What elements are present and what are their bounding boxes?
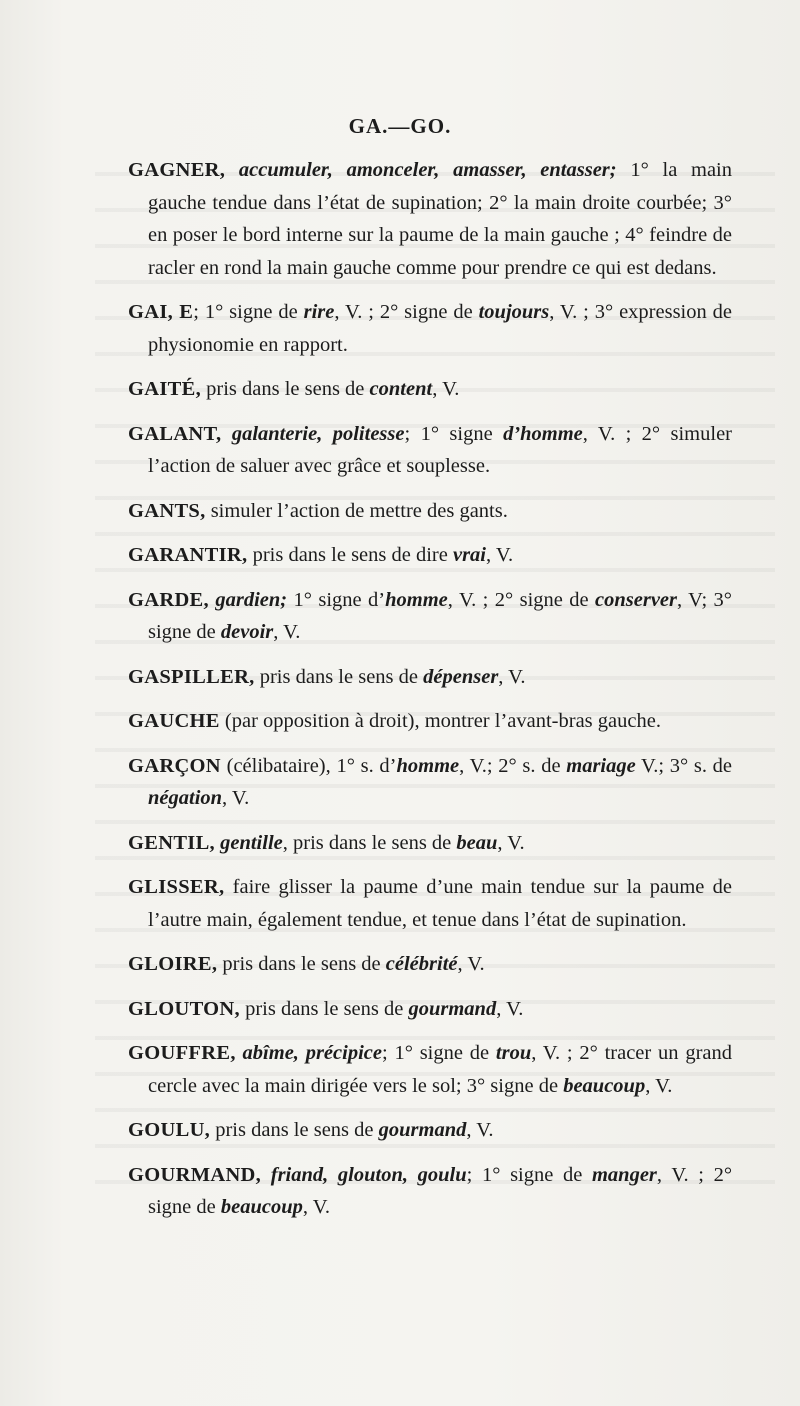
entry-synonyms: accumuler, amonceler, amasser, entasser; <box>238 159 617 181</box>
entry-definition-text: , V. <box>457 953 485 975</box>
entry-headword: GLOUTON, <box>128 997 240 1020</box>
entry-definition-text: ; 1° signe <box>404 422 504 445</box>
dictionary-entry <box>128 296 732 361</box>
dictionary-entry <box>128 1037 732 1102</box>
entry-headword: GLOIRE, <box>128 953 218 975</box>
entry-definition-text: (célibataire), 1° s. d’ <box>220 754 397 777</box>
entry-definition-text: , V. <box>466 1119 494 1141</box>
dictionary-entry <box>128 1114 732 1147</box>
entry-definition-text: , V. ; 3° expression de physionomie en rapport. <box>148 301 732 356</box>
entry-definition-text: (par opposition à droit), montrer l’avant-bras gauche. <box>219 710 661 732</box>
entry-definition-text: , V. <box>497 831 525 854</box>
entry-definition-text: , V. ; 2° signe de <box>148 1163 733 1218</box>
entry-cross-reference: beaucoup <box>220 1196 303 1218</box>
entry-headword: GASPILLER, <box>128 665 255 688</box>
entry-definition-text: , V. <box>302 1196 331 1218</box>
entry-cross-reference: célébrité <box>385 953 458 975</box>
dictionary-entry <box>128 1159 732 1224</box>
entry-headword: GARÇON <box>128 754 221 777</box>
dictionary-entry <box>128 373 732 406</box>
dictionary-entry <box>128 948 732 981</box>
entry-cross-reference: homme <box>385 588 448 611</box>
entry-definition-text: , V. <box>486 544 514 566</box>
entry-definition-text <box>225 159 239 181</box>
entry-cross-reference: homme <box>396 754 460 777</box>
entry-definition-text: faire glisser la paume d’une main tendue sur la paume de l’autre main, également tendue, et tenue dans l’état de supination. <box>148 876 732 931</box>
entry-headword: GALANT, <box>128 422 222 445</box>
entry-definition-text <box>221 423 231 445</box>
entry-cross-reference: gourmand <box>408 997 497 1020</box>
entry-definition-text: , V. ; 2° simuler l’action de saluer avec grâce et souplesse. <box>148 422 732 477</box>
entry-definition-text: ; 1° signe de <box>193 301 304 323</box>
dictionary-entry <box>128 584 732 649</box>
dictionary-entry <box>128 871 732 936</box>
entry-cross-reference: conserver <box>595 588 678 611</box>
entry-definition-text: , V. ; 2° tracer un grand cercle avec la main dirigée vers le sol; 3° signe de <box>148 1042 732 1097</box>
entry-cross-reference: toujours <box>478 301 550 323</box>
dictionary-entry <box>128 495 732 528</box>
entry-headword: GLISSER, <box>128 876 225 898</box>
entry-headword: GARANTIR, <box>128 544 248 566</box>
entry-definition-text: ; 1° signe de <box>466 1163 592 1186</box>
entry-synonyms: galanterie, politesse <box>231 422 405 445</box>
dictionary-entry <box>128 827 732 860</box>
entry-definition-text: pris dans le sens de dire <box>247 544 453 566</box>
entry-headword: GAITÉ, <box>128 378 201 400</box>
entry-headword: GARDE, <box>128 588 209 611</box>
entry-headword: GAI, E <box>128 301 194 323</box>
entry-headword: GOURMAND, <box>128 1163 262 1186</box>
entry-definition-text: pris dans le sens de <box>217 953 386 975</box>
entry-synonyms: friand, glouton, goulu <box>270 1163 467 1186</box>
entry-definition-text: , V. <box>222 787 250 809</box>
entry-definition-text: simuler l’action de mettre des gants. <box>205 499 508 522</box>
entry-headword: GAGNER, <box>128 159 226 181</box>
dictionary-entry <box>128 154 732 284</box>
entry-definition-text: pris dans le sens de <box>254 665 424 688</box>
entry-cross-reference: négation <box>148 787 223 809</box>
entry-definition-text: ; 1° signe de <box>381 1042 496 1064</box>
entry-definition-text: pris dans le sens de <box>201 378 370 400</box>
entry-cross-reference: content <box>369 378 433 400</box>
entry-headword: GOULU, <box>128 1119 211 1141</box>
entry-definition-text: , V. ; 2° signe de <box>447 588 596 611</box>
entry-synonyms: gentille <box>220 831 283 854</box>
entry-synonyms: abîme, précipice <box>242 1042 382 1064</box>
entry-definition-text <box>261 1164 271 1186</box>
entry-synonyms: gardien; <box>215 588 288 611</box>
entry-headword: GAUCHE <box>128 710 220 732</box>
dictionary-entry <box>128 539 732 572</box>
entry-definition-text: , V. <box>498 665 526 688</box>
dictionary-entry <box>128 993 732 1026</box>
entry-definition-text: V.; 3° s. de <box>635 754 733 777</box>
entry-headword: GENTIL, <box>128 831 215 854</box>
dictionary-entry <box>128 418 732 483</box>
entry-cross-reference: trou <box>495 1042 532 1064</box>
dictionary-entry <box>128 661 732 694</box>
entry-cross-reference: mariage <box>566 754 636 777</box>
entry-definition-text: 1° signe d’ <box>287 588 386 611</box>
entry-headword: GOUFFRE, <box>128 1042 236 1064</box>
entry-definition-text: , pris dans le sens de <box>282 831 457 854</box>
entry-cross-reference: dépenser <box>423 665 499 688</box>
entry-definition-text: , V. <box>432 378 460 400</box>
entry-definition-text: , V. <box>645 1074 673 1097</box>
entry-definition-text: pris dans le sens de <box>239 997 409 1020</box>
entry-definition-text: 1° la main gauche tendue dans l’état de supination; 2° la main droite courbée; 3° en poser le bord interne sur la paume de la main gauche ; 4° feindre de racler en rond la main gauche comme pour prendre ce qui est dedans. <box>148 159 733 279</box>
running-header: GA.—GO. <box>348 114 452 138</box>
entry-cross-reference: beau <box>456 831 498 854</box>
entry-cross-reference: gourmand <box>378 1119 467 1141</box>
dictionary-entries <box>128 154 732 1236</box>
entry-definition-text: , V. <box>496 997 524 1020</box>
entry-cross-reference: manger <box>591 1163 657 1186</box>
dictionary-entry <box>128 750 732 815</box>
dictionary-entry <box>128 705 732 738</box>
entry-definition-text: , V.; 2° s. de <box>459 754 567 777</box>
entry-definition-text: , V; 3° signe de <box>148 588 733 643</box>
entry-definition-text: , V. ; 2° signe de <box>334 301 479 323</box>
entry-cross-reference: devoir <box>220 621 274 643</box>
entry-cross-reference: vrai <box>452 544 487 566</box>
entry-definition-text: pris dans le sens de <box>210 1119 379 1141</box>
entry-headword: GANTS, <box>128 499 206 522</box>
entry-cross-reference: rire <box>303 301 335 323</box>
entry-cross-reference: beaucoup <box>563 1074 646 1097</box>
entry-definition-text <box>236 1042 243 1064</box>
entry-cross-reference: d’homme <box>503 422 583 445</box>
entry-definition-text: , V. <box>273 621 301 643</box>
